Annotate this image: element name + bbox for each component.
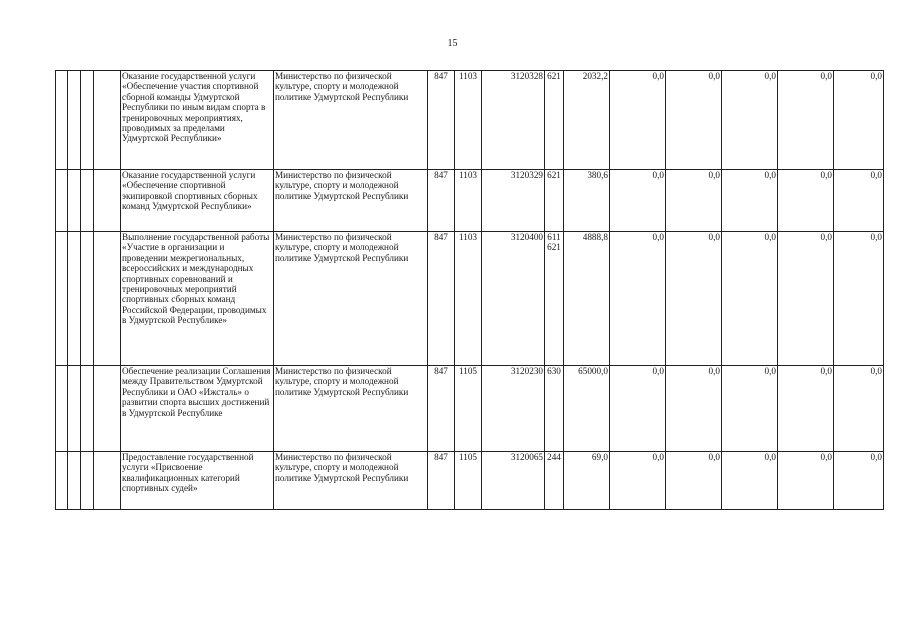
responsible-executor: Министерство по физической культуре, спорту и молодежной политике Удмуртской Республики: [274, 366, 428, 452]
vr-codes: [545, 232, 564, 366]
table-row: [56, 452, 884, 510]
code-cell-om: [81, 170, 94, 232]
measure-name: Обеспечение реализации Соглашения между Правительством Удмуртской Республики и ОАО «Ижсталь» о развитии спорта высших достижений в Удмуртской Республике: [121, 366, 274, 452]
grbs-code: 847: [428, 71, 455, 170]
code-cell-pp: [68, 232, 81, 366]
year-3-value: 0,0: [722, 71, 778, 170]
year-1-value: 0,0: [610, 232, 666, 366]
expense-type-code: 621: [547, 71, 561, 81]
code-cell-gp: [56, 170, 68, 232]
responsible-executor: Министерство по физической культуре, спорту и молодежной политике Удмуртской Республики: [274, 170, 428, 232]
code-cell-om: [81, 452, 94, 510]
year-5-value: 0,0: [834, 452, 884, 510]
code-cell-m: [94, 170, 121, 232]
rzpr-code: 1105: [455, 366, 482, 452]
code-cell-gp: [56, 452, 68, 510]
expense-type-code: 621: [547, 242, 561, 253]
responsible-executor: Министерство по физической культуре, спорту и молодежной политике Удмуртской Республики: [274, 232, 428, 366]
responsible-executor: Министерство по физической культуре, спорту и молодежной политике Удмуртской Республики: [274, 452, 428, 510]
expense-type-code: 630: [547, 366, 561, 376]
code-cell-om: [81, 71, 94, 170]
code-cell-m: [94, 366, 121, 452]
code-cell-gp: [56, 232, 68, 366]
table-row: [56, 71, 884, 170]
code-cell-gp: [56, 71, 68, 170]
year-4-value: 0,0: [778, 232, 834, 366]
code-cell-pp: [68, 71, 81, 170]
rzpr-code: 1103: [455, 71, 482, 170]
rzpr-code: 1103: [455, 170, 482, 232]
vr-codes: [545, 170, 564, 232]
csr-code: 3120400: [482, 232, 545, 366]
code-cell-m: [94, 232, 121, 366]
table-row: [56, 170, 884, 232]
responsible-executor: Министерство по физической культуре, спорту и молодежной политике Удмуртской Республики: [274, 71, 428, 170]
amount-value: 4888,8: [564, 232, 610, 366]
code-cell-pp: [68, 366, 81, 452]
year-3-value: 0,0: [722, 366, 778, 452]
year-3-value: 0,0: [722, 232, 778, 366]
code-cell-m: [94, 452, 121, 510]
rzpr-code: 1105: [455, 452, 482, 510]
expense-type-code: 621: [547, 170, 561, 180]
year-5-value: 0,0: [834, 366, 884, 452]
csr-code: 3120065: [482, 452, 545, 510]
vr-codes: [545, 366, 564, 452]
year-1-value: 0,0: [610, 452, 666, 510]
year-5-value: 0,0: [834, 170, 884, 232]
year-2-value: 0,0: [666, 452, 722, 510]
measure-name: Предоставление государственной услуги «Присвоение квалификационных категорий спортивных судей»: [121, 452, 274, 510]
year-5-value: 0,0: [834, 71, 884, 170]
csr-code: 3120230: [482, 366, 545, 452]
page-number: 15: [447, 38, 458, 49]
amount-value: 380,6: [564, 170, 610, 232]
year-2-value: 0,0: [666, 170, 722, 232]
table-row: [56, 232, 884, 366]
vr-codes: [545, 452, 564, 510]
year-2-value: 0,0: [666, 71, 722, 170]
csr-code: 3120329: [482, 170, 545, 232]
year-1-value: 0,0: [610, 170, 666, 232]
grbs-code: 847: [428, 366, 455, 452]
code-cell-gp: [56, 366, 68, 452]
year-5-value: 0,0: [834, 232, 884, 366]
code-cell-pp: [68, 452, 81, 510]
year-4-value: 0,0: [778, 71, 834, 170]
vr-codes: [545, 71, 564, 170]
year-4-value: 0,0: [778, 170, 834, 232]
amount-value: 69,0: [564, 452, 610, 510]
year-2-value: 0,0: [666, 232, 722, 366]
code-cell-pp: [68, 170, 81, 232]
rzpr-code: 1103: [455, 232, 482, 366]
year-1-value: 0,0: [610, 366, 666, 452]
expense-type-code: 611: [547, 232, 561, 242]
amount-value: 65000,0: [564, 366, 610, 452]
grbs-code: 847: [428, 170, 455, 232]
year-2-value: 0,0: [666, 366, 722, 452]
year-4-value: 0,0: [778, 366, 834, 452]
grbs-code: 847: [428, 232, 455, 366]
code-cell-om: [81, 232, 94, 366]
budget-table: [55, 70, 884, 510]
table-row: [56, 366, 884, 452]
code-cell-om: [81, 366, 94, 452]
measure-name: Оказание государственной услуги «Обеспечение участия спортивной сборной команды Удмуртской Республики по иным видам спорта в тренировочных мероприятиях, проводимых за пределами Удмуртской Республики»: [121, 71, 274, 170]
amount-value: 2032,2: [564, 71, 610, 170]
measure-name: Выполнение государственной работы «Участие в организации и проведении межрегиональных, всероссийских и международных спортивных соревнований и тренировочных мероприятий спортивных сборных команд Российской Федерации, проводимых в Удмуртской Республике»: [121, 232, 274, 366]
year-1-value: 0,0: [610, 71, 666, 170]
year-3-value: 0,0: [722, 170, 778, 232]
measure-name: Оказание государственной услуги «Обеспечение спортивной экипировкой спортивных сборных команд Удмуртской Республики»: [121, 170, 274, 232]
grbs-code: 847: [428, 452, 455, 510]
code-cell-m: [94, 71, 121, 170]
expense-type-code: 244: [547, 452, 561, 462]
year-3-value: 0,0: [722, 452, 778, 510]
year-4-value: 0,0: [778, 452, 834, 510]
csr-code: 3120328: [482, 71, 545, 170]
